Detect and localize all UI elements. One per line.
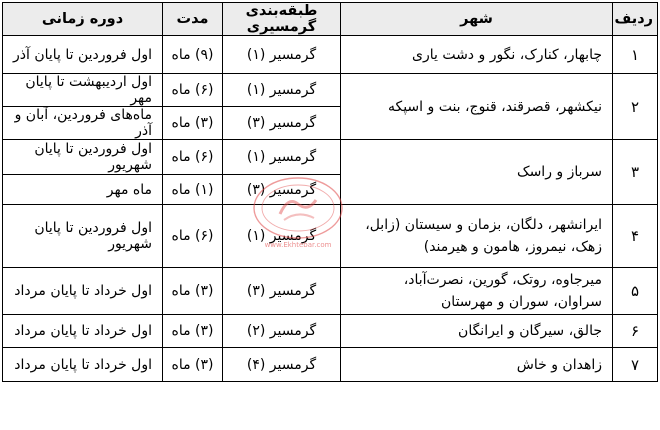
header-city: شهر — [341, 3, 613, 36]
table-row — [3, 348, 658, 382]
period-cell: اول خرداد تا پایان مرداد — [3, 348, 163, 382]
tropical-classification-table — [2, 2, 658, 382]
duration-cell: (۳) ماه — [163, 268, 223, 315]
table-row — [3, 315, 658, 348]
duration-cell: (۳) ماه — [163, 107, 223, 140]
city-line: میرجاوه، روتک، گورین، نصرت‌آباد، — [403, 272, 602, 288]
duration-cell: (۳) ماه — [163, 348, 223, 382]
table-row — [3, 268, 658, 315]
row-number: ۴ — [613, 205, 658, 268]
table-row — [3, 36, 658, 74]
city-cell: زاهدان و خاش — [341, 348, 613, 382]
period-cell: اول فروردین تا پایان شهریور — [3, 205, 163, 268]
table-row — [3, 74, 658, 107]
table-row — [3, 205, 658, 268]
city-cell: چابهار، کنارک، نگور و دشت یاری — [341, 36, 613, 74]
duration-cell: (۶) ماه — [163, 74, 223, 107]
duration-cell: (۶) ماه — [163, 205, 223, 268]
duration-cell: (۹) ماه — [163, 36, 223, 74]
header-row-number: ردیف — [613, 3, 658, 36]
classification-cell: گرمسیر (۱) — [223, 36, 341, 74]
city-cell — [341, 205, 613, 268]
period-cell: اول فروردین تا پایان آذر — [3, 36, 163, 74]
table-row — [3, 140, 658, 175]
city-cell: نیکشهر، قصرقند، قنوج، بنت و اسپکه — [341, 74, 613, 140]
period-cell: ماه مهر — [3, 175, 163, 205]
city-line: زهک، نیمروز، هامون و هیرمند) — [423, 239, 602, 255]
row-number: ۷ — [613, 348, 658, 382]
header-classification: طبقه‌بندی گرمسیری — [223, 3, 341, 36]
duration-cell: (۳) ماه — [163, 315, 223, 348]
row-number: ۳ — [613, 140, 658, 205]
period-cell: اول اردیبهشت تا پایان مهر — [3, 74, 163, 107]
duration-cell: (۶) ماه — [163, 140, 223, 175]
row-number: ۱ — [613, 36, 658, 74]
row-number: ۵ — [613, 268, 658, 315]
period-cell: اول خرداد تا پایان مرداد — [3, 315, 163, 348]
city-line: سراوان، سوران و مهرستان — [441, 294, 602, 310]
period-cell: ماه‌های فروردین، آبان و آذر — [3, 107, 163, 140]
row-number: ۲ — [613, 74, 658, 140]
period-cell: اول خرداد تا پایان مرداد — [3, 268, 163, 315]
watermark-site-text: www.Ekhtebar.com — [264, 241, 332, 249]
city-cell: جالق، سیرگان و ایرانگان — [341, 315, 613, 348]
city-cell: سرباز و راسک — [341, 140, 613, 205]
city-cell — [341, 268, 613, 315]
classification-cell: گرمسیر (۱) — [223, 140, 341, 175]
period-cell: اول فروردین تا پایان شهریور — [3, 140, 163, 175]
classification-cell: گرمسیر (۱) — [223, 74, 341, 107]
classification-cell: گرمسیر (۳) — [223, 107, 341, 140]
city-line: ایرانشهر، دلگان، بزمان و سیستان (زابل، — [365, 217, 602, 233]
row-number: ۶ — [613, 315, 658, 348]
document-page — [2, 2, 657, 426]
header-row — [3, 3, 658, 36]
classification-cell: گرمسیر (۲) — [223, 315, 341, 348]
header-duration: مدت — [163, 3, 223, 36]
classification-cell: گرمسیر (۱) — [223, 205, 341, 268]
classification-cell: گرمسیر (۳) — [223, 268, 341, 315]
classification-cell: گرمسیر (۴) — [223, 348, 341, 382]
header-period: دوره زمانی — [3, 3, 163, 36]
duration-cell: (۱) ماه — [163, 175, 223, 205]
classification-cell: گرمسیر (۳) — [223, 175, 341, 205]
